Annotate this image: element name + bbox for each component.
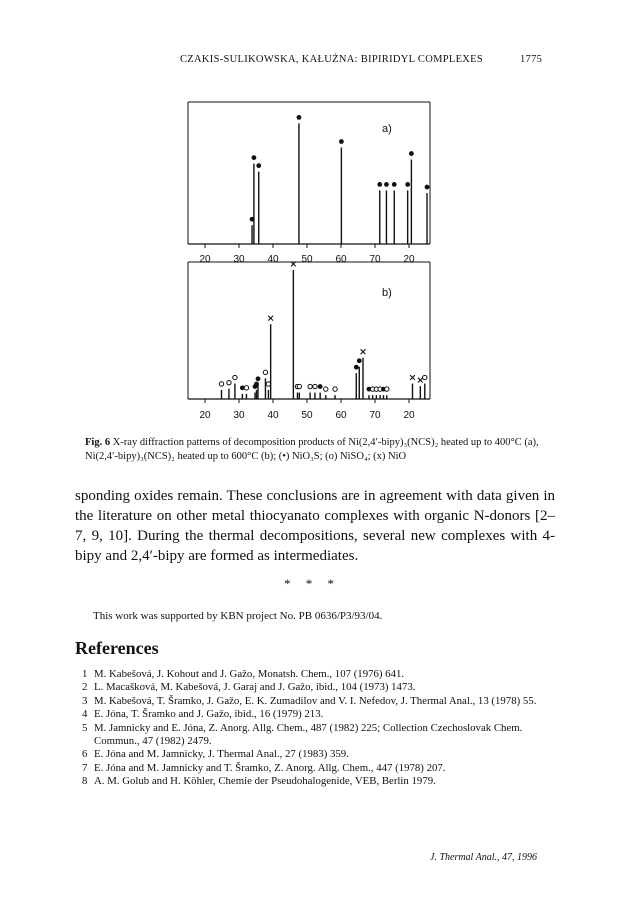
x-tick-label: 20 [199,410,211,421]
reference-item [82,775,562,788]
peak-marker-circle [313,384,317,388]
peak-marker-x [418,378,423,383]
reference-text: E. Jóna, T. Šramko and J. Gažo, ibid., 16 (1979) 213. [94,708,324,721]
caption-lead: Fig. 6 [85,437,111,448]
peak-marker-circle [423,375,427,379]
x-tick-label: 70 [369,410,381,421]
peak-marker-circle [219,382,223,386]
peak-marker-dot [318,384,323,389]
reference-number: 3 [82,694,88,707]
acknowledgment: This work was supported by KBN project No. PB 0636/P3/93/04. [93,610,383,622]
reference-item [82,695,562,708]
reference-item [82,762,562,775]
xrd-figure [0,0,624,440]
section-separator: * * * [284,576,340,591]
peak-marker-dot [405,182,410,187]
reference-text: E. Jóna and M. Jamnicky, J. Thermal Anal., 27 (1983) 359. [94,748,349,761]
peak-marker-dot [251,155,256,160]
peak-marker-dot [357,358,362,363]
x-tick-label: 70 [369,254,381,265]
x-tick-label: 50 [301,410,313,421]
peak-marker-dot [256,376,261,381]
x-tick-label: 50 [301,254,313,265]
x-tick-label: 60 [335,254,347,265]
reference-item [82,708,562,721]
peak-marker-circle [244,386,248,390]
peak-marker-x [410,375,415,380]
reference-number: 6 [82,748,88,761]
peak-marker-dot [392,182,397,187]
reference-text: M. Kabešová, J. Kohout and J. Gažo, Monatsh. Chem., 107 (1976) 641. [94,668,405,680]
x-tick-label: 40 [267,254,279,265]
peak-marker-circle [385,387,389,391]
peak-marker-dot [354,365,359,370]
peak-marker-circle [297,384,301,388]
journal-footer: J. Thermal Anal., 47, 1996 [430,852,538,863]
reference-text: A. M. Golub and H. Köhler, Chemie der Pseudohalogenide, VEB, Berlin 1979. [94,775,436,788]
figure-caption [85,436,555,464]
reference-number: 8 [82,775,88,788]
x-tick-label: 30 [233,254,245,265]
peak-marker-dot [425,185,430,190]
peak-marker-dot [409,151,414,156]
page-number: 1775 [520,54,543,65]
reference-number: 5 [82,721,88,734]
body-paragraph: sponding oxides remain. These conclusions are in agreement with data given in the literature on other metal thiocyanato complexes with organic N-donors [2–7, 9, 10]. During the thermal decompositions, several new complexes with 4-bipy and 2,4′-bipy are formed as intermediates. [75,488,555,564]
reference-list [82,668,562,789]
peak-marker-circle [324,387,328,391]
reference-item [82,722,562,749]
reference-text: M. Kabešová, T. Šramko, J. Gažo, E. K. Zumadilov and V. I. Nefedov, J. Thermal Anal., 13 (1978) 55. [94,694,537,707]
panel-label: a) [382,123,392,135]
references-heading: References [75,638,159,658]
peak-marker-circle [308,384,312,388]
peak-marker-dot [339,139,344,144]
reference-number: 7 [82,761,88,774]
reference-text: E. Jóna and M. Jamnicky and T. Šramko, Z. Anorg. Allg. Chem., 447 (1978) 207. [94,761,446,774]
peak-marker-dot [384,182,389,187]
reference-item [82,668,562,681]
x-tick-label: 20 [199,254,211,265]
reference-item [82,681,562,694]
peak-marker-circle [227,380,231,384]
reference-item [82,748,562,761]
reference-text: M. Jamnicky and E. Jóna, Z. Anorg. Allg. Chem., 487 (1982) 225; Collection Czechoslovak Chem. Commun., 47 (1982) 2479. [94,721,523,748]
reference-number: 1 [82,668,88,680]
peak-marker-dot [256,163,261,168]
caption-text: X-ray diffraction patterns of decomposition products of Ni(2,4′-bipy)₃(NCS)₂ heated up to 400°C (a), Ni(2,4′-bipy)₃(NCS)₂ heated up to 600°C (b); (•) NiO₃S; (o) NiSO₄; (x) NiO [85,437,539,462]
x-tick-label: 40 [267,410,279,421]
peak-marker-circle [263,370,267,374]
peak-marker-x [268,316,273,321]
peak-marker-x [361,349,366,354]
reference-number: 4 [82,708,88,721]
panel-label: b) [382,287,392,299]
peak-marker-dot [297,115,302,120]
peak-marker-dot [377,182,382,187]
x-tick-label: 20 [403,410,415,421]
x-tick-label: 30 [233,410,245,421]
reference-text: L. Macašková, M. Kabešová, J. Garaj and J. Gažo, ibid., 104 (1973) 1473. [94,681,416,694]
x-tick-label: 20 [403,254,415,265]
x-tick-label: 60 [335,410,347,421]
peak-marker-circle [333,387,337,391]
header-title: CZAKIS-SULIKOWSKA, KAŁUŻNA: BIPIRIDYL COMPLEXES [180,54,484,65]
reference-number: 2 [82,681,88,694]
peak-marker-circle [233,375,237,379]
